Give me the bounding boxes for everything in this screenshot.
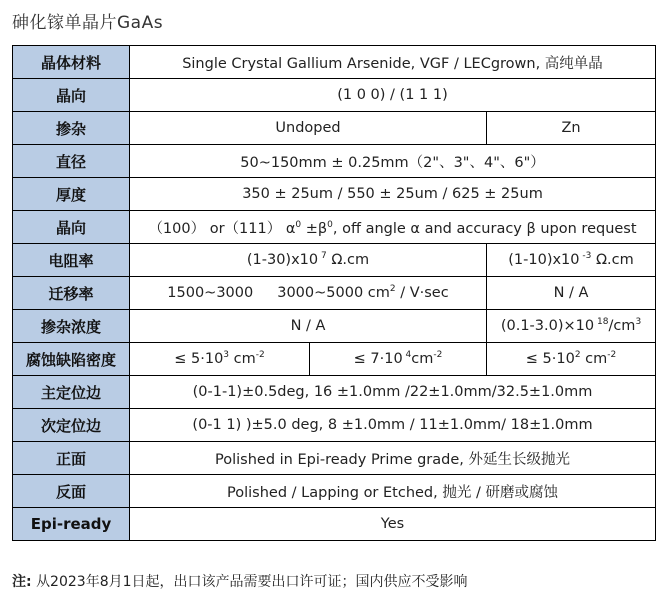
table-row xyxy=(13,343,656,376)
row-value: N / A xyxy=(130,310,487,343)
table-row xyxy=(13,46,656,79)
row-value: Polished / Lapping or Etched, 抛光 / 研磨或腐蚀 xyxy=(130,475,656,508)
row-value: ≤ $5\cdot 10^3$ $cm^{-2}$ xyxy=(130,343,310,376)
table-row xyxy=(13,310,656,343)
row-value: Single Crystal Gallium Arsenide, VGF / LECgrown, 高纯单晶 xyxy=(130,46,656,79)
row-value: Zn xyxy=(487,112,656,145)
row-label: Epi-ready xyxy=(13,508,130,541)
row-label: 迁移率 xyxy=(13,277,130,310)
row-value: (1-10)x10 $^{-3}$ Ω.cm xyxy=(487,244,656,277)
table-row xyxy=(13,79,656,112)
table-row xyxy=(13,409,656,442)
row-label: 电阻率 xyxy=(13,244,130,277)
row-value: ≤ 7·10 $^4cm^{-2}$ xyxy=(310,343,487,376)
row-label: 晶向 xyxy=(13,79,130,112)
table-row xyxy=(13,475,656,508)
row-value: (1 0 0) / (1 1 1) xyxy=(130,79,656,112)
table-row xyxy=(13,277,656,310)
footnote-label: 注: xyxy=(12,574,32,590)
row-label: 直径 xyxy=(13,145,130,178)
row-label: 正面 xyxy=(13,442,130,475)
row-label: 掺杂 xyxy=(13,112,130,145)
row-value: Yes xyxy=(130,508,656,541)
row-value: 50~150mm ± 0.25mm（2"、3"、4"、6"） xyxy=(130,145,656,178)
row-label: 次定位边 xyxy=(13,409,130,442)
spec-table xyxy=(12,45,656,541)
row-label: 主定位边 xyxy=(13,376,130,409)
table-row xyxy=(13,178,656,211)
row-value: N / A xyxy=(487,277,656,310)
table-row xyxy=(13,145,656,178)
footnote xyxy=(12,571,468,591)
row-label: 晶向 xyxy=(13,211,130,244)
row-label: 反面 xyxy=(13,475,130,508)
table-row xyxy=(13,442,656,475)
row-value: Undoped xyxy=(130,112,487,145)
row-label: 厚度 xyxy=(13,178,130,211)
row-value: 1500~3000 3000~5000 $cm^2 / V\cdot\sec$ xyxy=(130,277,487,310)
row-value: Polished in Epi-ready Prime grade, 外延生长级抛光 xyxy=(130,442,656,475)
row-label: 掺杂浓度 xyxy=(13,310,130,343)
row-value: (0-1 1) )±5.0 deg, 8 ±1.0mm / 11±1.0mm/ 18±1.0mm xyxy=(130,409,656,442)
row-value: 350 ± 25um / 550 ± 25um / 625 ± 25um xyxy=(130,178,656,211)
table-row xyxy=(13,508,656,541)
row-value: （100） or（111） $\alpha^0 \pm\beta^0$, off angle α and accuracy β upon request xyxy=(130,211,656,244)
row-label: 腐蚀缺陷密度 xyxy=(13,343,130,376)
table-row xyxy=(13,376,656,409)
table-row xyxy=(13,112,656,145)
table-row xyxy=(13,244,656,277)
table-row xyxy=(13,211,656,244)
page-title: 砷化镓单晶片GaAs xyxy=(12,13,164,33)
row-label: 晶体材料 xyxy=(13,46,130,79)
row-value: ≤ $5\cdot 10^2$ $cm^{-2}$ xyxy=(487,343,656,376)
row-value: (0-1-1)±0.5deg, 16 ±1.0mm /22±1.0mm/32.5±1.0mm xyxy=(130,376,656,409)
footnote-text: 从2023年8月1日起，出口该产品需要出口许可证；国内供应不受影响 xyxy=(36,574,468,590)
row-value: (1-30)x10 $^7$ Ω.cm xyxy=(130,244,487,277)
row-value: (0.1-3.0)×10 $^{18}/cm^3$ xyxy=(487,310,656,343)
